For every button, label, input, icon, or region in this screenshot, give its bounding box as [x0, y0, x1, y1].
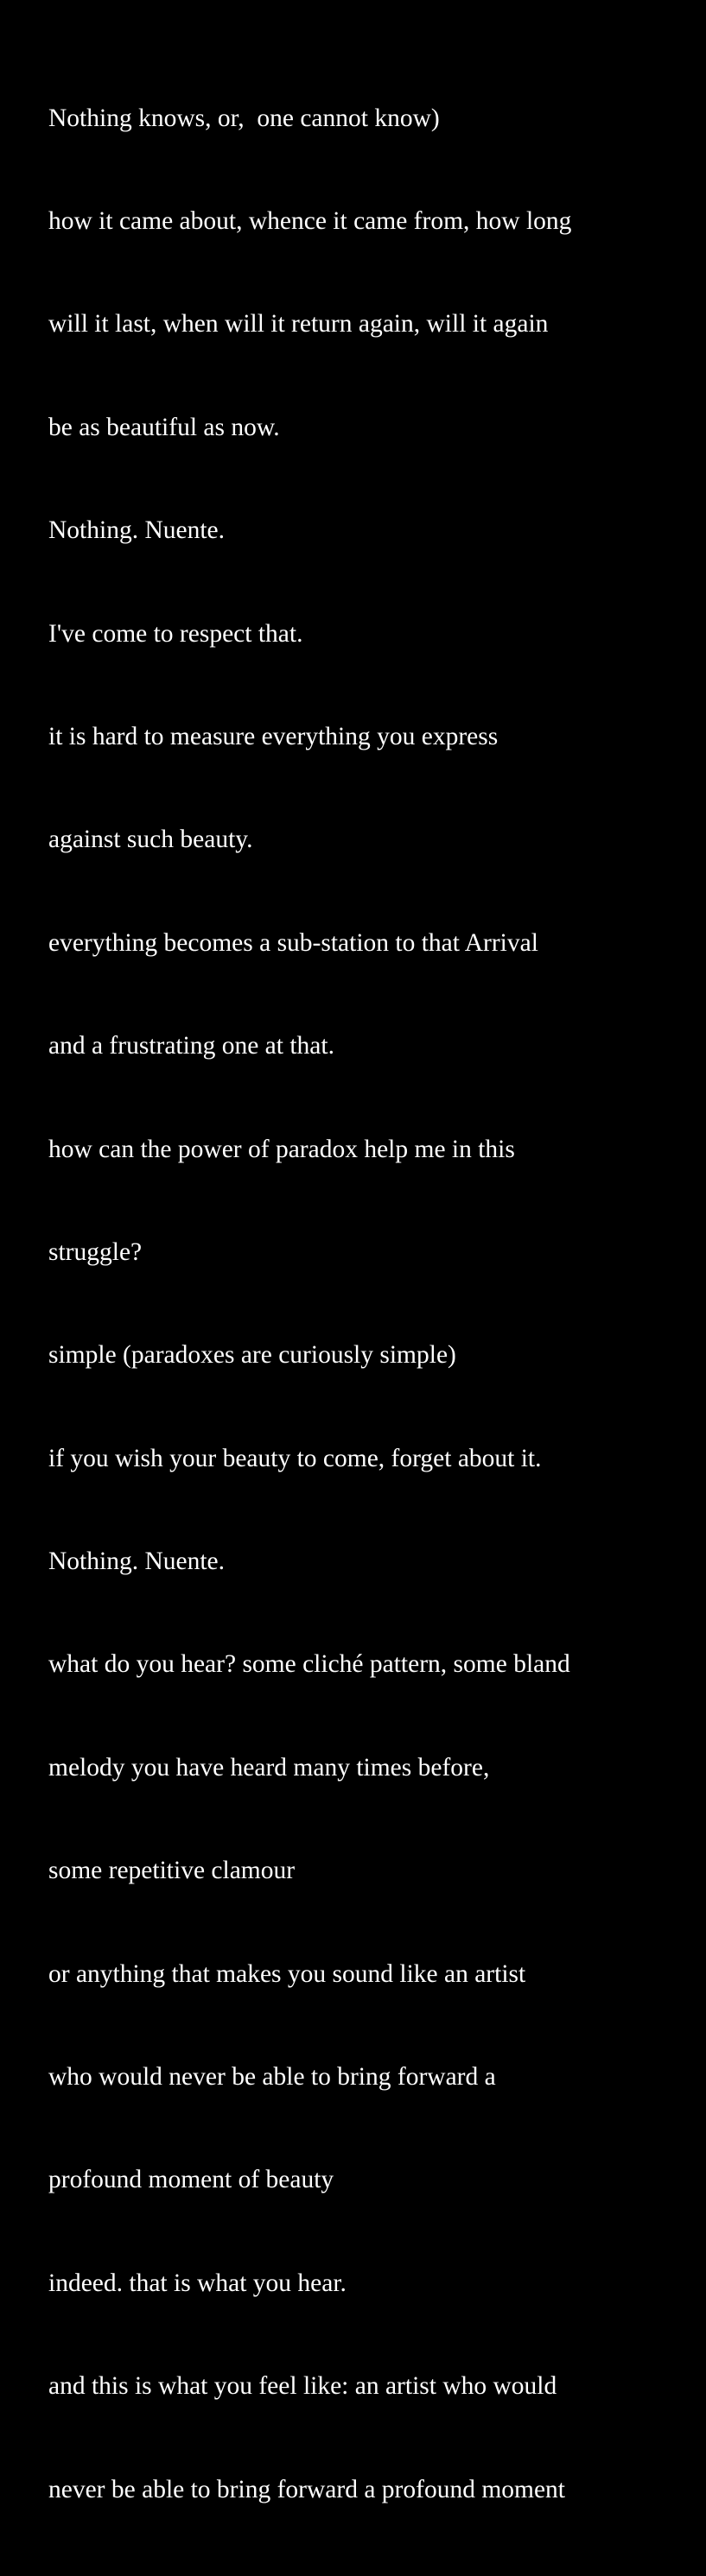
text-line-13: simple (paradoxes are curiously simple) — [48, 1341, 456, 1370]
text-line-19: or anything that makes you sound like an artist — [48, 1959, 526, 1988]
text-line-24: never be able to bring forward a profound moment — [48, 2475, 565, 2503]
text-line-7: it is hard to measure everything you express — [48, 722, 499, 750]
text-line-21: profound moment of beauty — [48, 2166, 334, 2194]
poem-text — [48, 33, 688, 2576]
text-line-20: who would never be able to bring forward a — [48, 2063, 496, 2092]
text-line-8: against such beauty. — [48, 826, 253, 854]
text-line-16: what do you hear? some cliché pattern, some bland — [48, 1650, 570, 1679]
text-line-9: everything becomes a sub-station to that Arrival — [48, 928, 538, 957]
text-line-5: Nothing. Nuente. — [48, 516, 226, 545]
text-line-10: and a frustrating one at that. — [48, 1032, 334, 1060]
text-line-12: struggle? — [48, 1237, 143, 1266]
text-line-4: be as beautiful as now. — [48, 413, 280, 441]
text-line-6: I've come to respect that. — [48, 619, 303, 648]
text-line-23: and this is what you feel like: an artist who would — [48, 2372, 557, 2401]
text-line-3: will it last, when will it return again, will it again — [48, 310, 549, 339]
text-line-18: some repetitive clamour — [48, 1857, 296, 1885]
text-line-22: indeed. that is what you hear. — [48, 2269, 347, 2297]
text-line-17: melody you have heard many times before, — [48, 1753, 490, 1782]
text-line-2: how it came about, whence it came from, how long — [48, 206, 572, 235]
text-line-15: Nothing. Nuente. — [48, 1547, 226, 1576]
text-line-14: if you wish your beauty to come, forget about it. — [48, 1444, 542, 1472]
text-line-11: how can the power of paradox help me in this — [48, 1135, 515, 1163]
text-line-1: Nothing knows, or, one cannot know) — [48, 104, 440, 132]
